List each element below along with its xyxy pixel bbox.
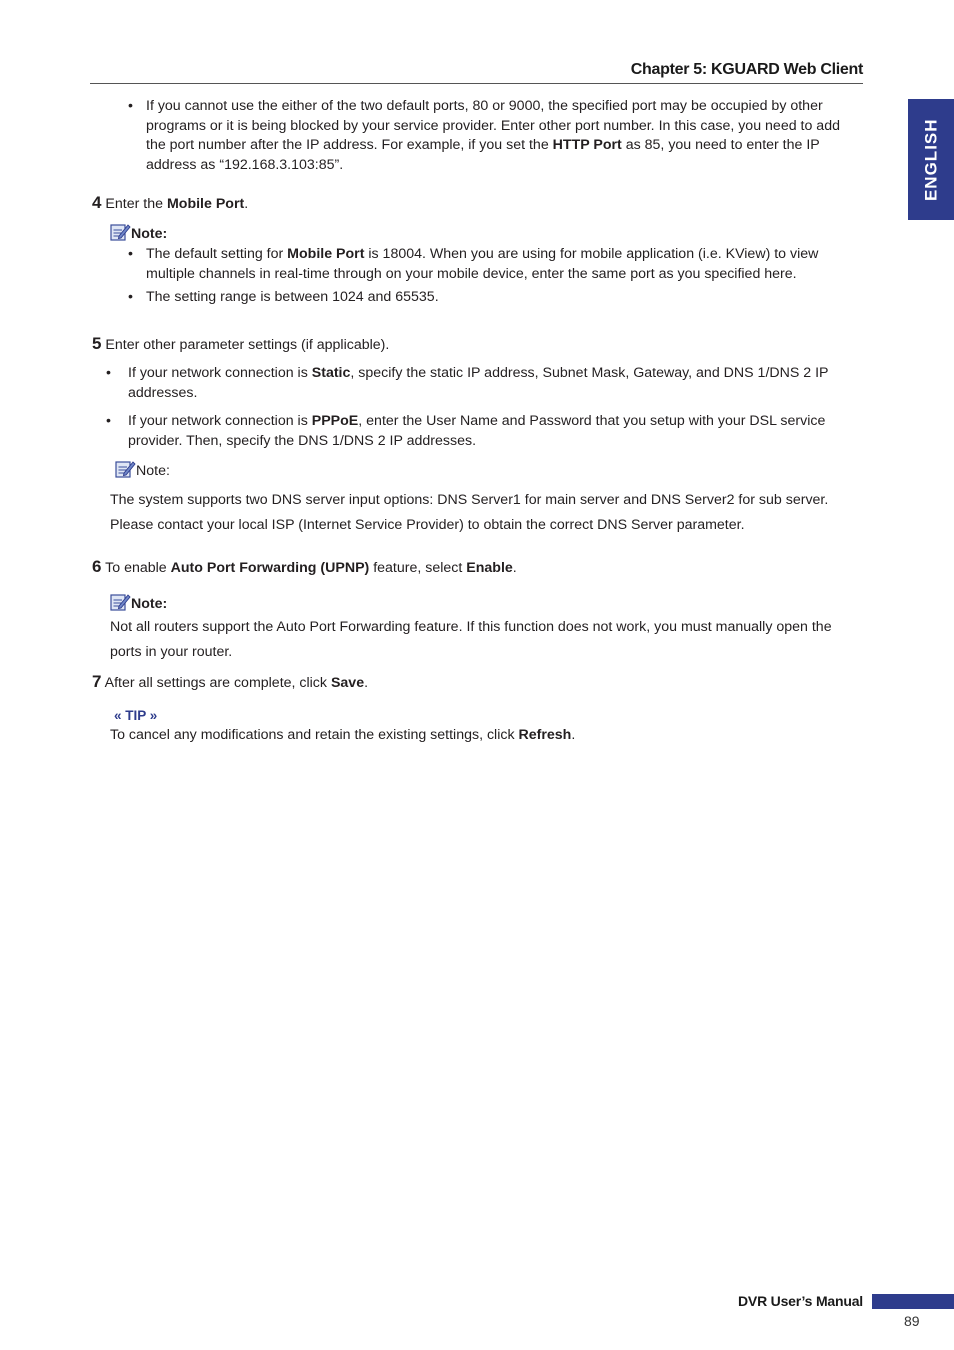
text-run: . <box>364 675 369 691</box>
step-5 <box>92 334 389 356</box>
text-bold: Mobile Port <box>166 196 245 212</box>
text-run: feature, select <box>369 560 467 576</box>
text-run: . <box>244 196 249 212</box>
note-pencil-icon <box>114 459 136 479</box>
text-run: After all settings are complete, click <box>104 675 331 691</box>
note-label: Note: <box>131 226 168 242</box>
bullet-dot: • <box>128 289 133 305</box>
note-label: Note: <box>136 463 170 479</box>
text-bold: Save <box>330 675 365 691</box>
intro-bullet-text <box>146 97 860 175</box>
chapter-title: Chapter 5: KGUARD Web Client <box>630 61 863 78</box>
text-run: . <box>571 727 576 743</box>
step-6 <box>92 557 517 579</box>
text-run: , specify the static IP address, Subnet Mask, Gateway, and DNS 1/DNS 2 IP addresses. <box>128 365 829 401</box>
text-run: The default setting for <box>146 246 288 262</box>
step-number: 4 <box>92 193 102 212</box>
step6-note-text: Not all routers support the Auto Port Forwarding feature. If this function does not work, you must manually open the ports in your router. <box>110 619 832 660</box>
step5-bullet-2 <box>106 412 846 451</box>
bullet-text <box>128 412 846 451</box>
step5-bullet-1 <box>106 364 846 403</box>
manual-title: DVR User’s Manual <box>738 1293 863 1309</box>
step-number: 6 <box>92 557 102 576</box>
step5-note-heading <box>114 459 170 482</box>
step-7 <box>92 672 368 694</box>
text-run: . <box>512 560 517 576</box>
text-bold: Mobile Port <box>287 246 365 262</box>
step5-note-line-2: Please contact your local ISP (Internet Service Provider) to obtain the correct DNS Server parameter. <box>110 517 745 533</box>
step-number: 5 <box>92 334 102 353</box>
text-bold: HTTP Port <box>552 137 622 153</box>
text-run: as 85, you need to enter the IP address as “192.168.3.103:85”. <box>146 137 820 173</box>
header-divider <box>90 83 863 84</box>
step-number: 7 <box>92 672 102 691</box>
language-tab <box>908 99 954 220</box>
text-run: If you cannot use the either of the two default ports, 80 or 9000, the specified port may be occupied by other programs or it is being blocked by your service provider. Enter other port number. In this case, you need to add the port number after the IP address. For example, if you set the <box>146 98 840 153</box>
text-run: If your network connection is <box>128 365 312 381</box>
page-number: 89 <box>904 1313 920 1329</box>
note-label: Note: <box>131 596 168 612</box>
footer-accent-bar <box>872 1294 954 1309</box>
text-run: If your network connection is <box>128 413 312 429</box>
bullet-text <box>146 245 860 284</box>
bullet-dot: • <box>106 413 111 429</box>
tip-label: « TIP » <box>114 708 158 723</box>
step4-note-heading <box>109 222 167 245</box>
text-run: To enable <box>105 560 171 576</box>
text-run: To cancel any modifications and retain the existing settings, click <box>110 727 519 743</box>
intro-bullet <box>128 97 860 175</box>
step-4 <box>92 193 248 215</box>
bullet-text <box>128 364 846 403</box>
text-run: is 18004. When you are using for mobile application (i.e. KView) to view multiple channels in real-time through on your mobile device, enter the same port as you specified here. <box>146 246 819 282</box>
text-run: Enter the <box>105 196 167 212</box>
step4-bullet-1 <box>128 245 860 284</box>
note-pencil-icon <box>109 592 131 612</box>
bullet-text: The setting range is between 1024 and 65535. <box>146 289 439 305</box>
bullet-dot: • <box>128 98 133 114</box>
text-bold: PPPoE <box>311 413 359 429</box>
step5-note-line-1: The system supports two DNS server input options: DNS Server1 for main server and DNS Server2 for sub server. <box>110 492 829 508</box>
note-pencil-icon <box>109 222 131 242</box>
bullet-dot: • <box>128 246 133 262</box>
text-bold: Auto Port Forwarding (UPNP) <box>170 560 370 576</box>
bullet-dot: • <box>106 365 111 381</box>
step6-note-heading <box>109 592 167 615</box>
language-tab-label: ENGLISH <box>921 118 941 201</box>
text-run: , enter the User Name and Password that you setup with your DSL service provider. Then, specify the DNS 1/DNS 2 IP addresses. <box>128 413 826 449</box>
text-run: Enter other parameter settings (if applicable). <box>105 337 390 353</box>
text-bold: Refresh <box>518 727 572 743</box>
tip-text <box>110 726 850 746</box>
step4-bullet-2 <box>128 288 860 308</box>
text-bold: Static <box>311 365 351 381</box>
text-bold: Enable <box>466 560 513 576</box>
